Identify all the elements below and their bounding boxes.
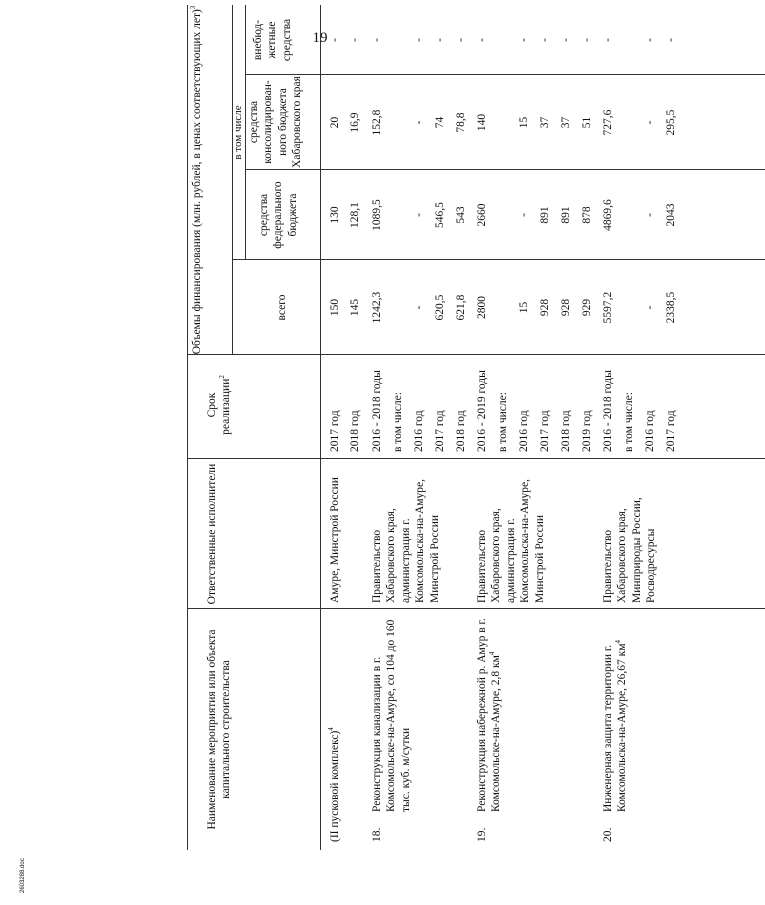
item-name: Реконструкция набережной р. Амур в г. Комсомольске-на-Амуре, 2,8 $км^4$ xyxy=(476,618,503,812)
col-line-6 xyxy=(245,74,765,75)
header-including: в том числе xyxy=(232,105,244,160)
continuation-name: (II пусковой комплекс)$^4$ xyxy=(327,727,341,842)
row-federal-cell: 891 xyxy=(560,206,572,224)
row-regional-cell: 16,9 xyxy=(349,112,361,133)
row-federal-cell: 4869,6 xyxy=(602,199,614,231)
row-regional-cell: 37 xyxy=(539,116,551,129)
row-extra-cell: - xyxy=(349,38,361,42)
row-federal-cell: - xyxy=(644,213,656,217)
row-total-cell: 15 xyxy=(518,301,530,314)
row-extra-cell: - xyxy=(665,38,677,42)
col-line-5 xyxy=(245,169,765,170)
row-period-cell: 2016 - 2018 годы xyxy=(371,370,383,452)
row-total-cell: 2338,5 xyxy=(665,291,677,324)
row-period-cell: в том числе: xyxy=(392,392,404,452)
row-total-cell: 1242,3 xyxy=(371,291,383,324)
row-total-cell: 5597,2 xyxy=(602,291,614,324)
row-extra-cell: - xyxy=(455,38,467,42)
header-regional: средства консолидирован-ного бюджета Хабаровского края xyxy=(248,76,304,168)
row-regional-cell: 140 xyxy=(476,113,488,132)
row-regional-cell: 51 xyxy=(581,116,593,129)
row-regional-cell: 152,8 xyxy=(371,109,383,136)
header-total: всего xyxy=(276,294,288,321)
header-period: Срок реализации$^2$ xyxy=(206,375,233,435)
row-period-cell: 2017 год xyxy=(434,410,446,452)
row-period-cell: 2016 год xyxy=(413,410,425,452)
document-code: 2603288.doc xyxy=(20,858,26,893)
row-regional-cell: 78,8 xyxy=(455,112,467,133)
row-extra-cell: - xyxy=(434,38,446,42)
row-total-cell: 2800 xyxy=(476,296,488,319)
row-extra-cell: - xyxy=(602,38,614,42)
row-federal-cell: 546,5 xyxy=(434,202,446,228)
row-period-cell: 2016 - 2018 годы xyxy=(602,370,614,452)
header-name: Наименование мероприятия или объекта капитального строительства xyxy=(206,629,233,830)
row-regional-cell: - xyxy=(644,120,656,125)
row-federal-cell: 128,1 xyxy=(349,202,361,228)
row-total-cell: 145 xyxy=(349,298,361,317)
row-regional-cell: 727,6 xyxy=(602,109,614,136)
row-period-cell: 2017 год xyxy=(329,410,341,452)
row-regional-cell: 15 xyxy=(518,116,530,129)
header-federal: средства федерального бюджета xyxy=(258,181,299,249)
item-name: Инженерная защита территории г. Комсомольска-на-Амуре, 26,67 $км^4$ xyxy=(602,640,629,812)
row-extra-cell: - xyxy=(644,38,656,42)
row-extra-cell: - xyxy=(413,38,425,42)
row-total-cell: 620,5 xyxy=(434,294,446,321)
row-total-cell: 928 xyxy=(539,298,551,317)
row-regional-cell: - xyxy=(413,120,425,125)
row-period-cell: 2018 год xyxy=(560,410,572,452)
row-federal-cell: 878 xyxy=(581,206,593,224)
item-executors: Правительство Хабаровского края, администрация г. Комсомольска-на-Амуре, Минстрой России xyxy=(476,478,546,603)
row-extra-cell: - xyxy=(371,38,383,42)
row-regional-cell: 37 xyxy=(560,116,572,129)
row-federal-cell: 2043 xyxy=(665,203,677,227)
row-federal-cell: - xyxy=(413,213,425,217)
row-extra-cell: - xyxy=(581,38,593,42)
row-period-cell: 2017 год xyxy=(539,410,551,452)
row-federal-cell: 891 xyxy=(539,206,551,224)
row-total-cell: - xyxy=(413,305,425,310)
row-period-cell: в том числе: xyxy=(497,392,509,452)
continuation-executors: Амуре, Минстрой России xyxy=(329,477,341,603)
row-period-cell: 2016 год xyxy=(644,410,656,452)
row-extra-cell: - xyxy=(476,38,488,42)
row-extra-cell: - xyxy=(518,38,530,42)
row-total-cell: 621,8 xyxy=(455,294,467,321)
header-funding: Объемы финансирования (млн. рублей, в ценах соответствующих лет)$^3$ xyxy=(189,5,203,355)
header-extra: внебюд-жетные средства xyxy=(252,18,293,62)
header-executors: Ответственные исполнители xyxy=(206,463,218,605)
including-header-line xyxy=(245,5,246,260)
row-period-cell: 2016 год xyxy=(518,410,530,452)
row-total-cell: - xyxy=(644,305,656,310)
row-federal-cell: 543 xyxy=(455,206,467,224)
col-line-1 xyxy=(187,608,765,609)
row-period-cell: 2016 - 2019 годы xyxy=(476,370,488,452)
col-line-2 xyxy=(187,458,765,459)
row-regional-cell: 74 xyxy=(434,116,446,129)
row-period-cell: 2018 год xyxy=(455,410,467,452)
row-period-cell: 2017 год xyxy=(665,410,677,452)
page-number: 19 xyxy=(312,30,328,46)
row-extra-cell: - xyxy=(560,38,572,42)
header-bottom-line xyxy=(320,5,321,850)
col-line-4 xyxy=(232,259,765,260)
row-period-cell: 2018 год xyxy=(349,410,361,452)
row-federal-cell: 1089,5 xyxy=(371,199,383,231)
row-period-cell: в том числе: xyxy=(623,392,635,452)
row-regional-cell: 295,5 xyxy=(665,109,677,136)
rotated-table xyxy=(185,5,765,850)
item-executors: Правительство Хабаровского края, администрация г. Комсомольска-на-Амуре, Минстрой России xyxy=(371,478,441,603)
item-name: Реконструкция канализации в г. Комсомольске-на-Амуре, со 104 до 160 тыс. куб. м/сутки xyxy=(371,619,412,812)
row-federal-cell: 130 xyxy=(329,206,341,224)
item-number: 20. xyxy=(602,827,614,842)
item-number: 18. xyxy=(371,827,383,842)
row-total-cell: 928 xyxy=(560,298,572,317)
row-regional-cell: 20 xyxy=(329,116,341,129)
row-federal-cell: 2660 xyxy=(476,203,488,227)
item-number: 19. xyxy=(476,827,488,842)
row-extra-cell: - xyxy=(329,38,341,42)
row-period-cell: 2019 год xyxy=(581,410,593,452)
row-total-cell: 150 xyxy=(329,298,341,317)
header-top-line xyxy=(187,5,188,850)
row-federal-cell: - xyxy=(518,213,530,217)
row-total-cell: 929 xyxy=(581,298,593,317)
row-extra-cell: - xyxy=(539,38,551,42)
item-executors: Правительство Хабаровского края, Минприроды России, Росводресурсы xyxy=(602,497,658,603)
